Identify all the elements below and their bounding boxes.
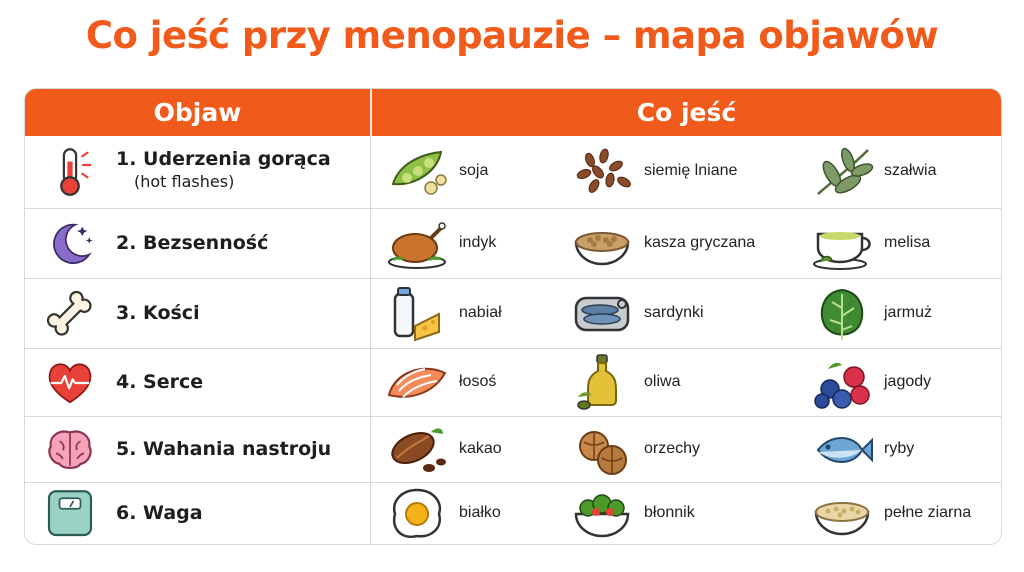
- food-label: błonnik: [644, 504, 695, 521]
- thermometer-icon: [42, 144, 98, 200]
- symptom-icon: [42, 422, 98, 478]
- fish-icon: [810, 418, 874, 482]
- salmon-icon: [385, 351, 449, 415]
- olive-oil-icon: [570, 351, 634, 415]
- food-label: nabiał: [459, 304, 502, 321]
- page-title: Co jeść przy menopauzie – mapa objawów: [85, 14, 939, 57]
- walnuts-icon: [570, 418, 634, 482]
- table-row: [25, 482, 1001, 544]
- food-label: pełne ziarna: [884, 504, 972, 521]
- food-label: jagody: [884, 373, 932, 390]
- grains-icon: [810, 482, 874, 545]
- scale-icon: [42, 486, 98, 542]
- symptom-name: 2. Bezsenność: [116, 232, 269, 254]
- salad-icon: [570, 482, 634, 545]
- symptom-icon: [42, 486, 98, 542]
- sardines-icon: [570, 282, 634, 346]
- symptom-label: [116, 438, 331, 460]
- food-label: siemię lniane: [644, 162, 738, 179]
- food-label: soja: [459, 162, 489, 179]
- buckwheat-icon: [570, 212, 634, 276]
- soybean-icon: [385, 140, 449, 204]
- symptom-name: 1. Uderzenia gorąca: [116, 148, 331, 170]
- food-label: sardynki: [644, 304, 704, 321]
- moon-icon: [42, 216, 98, 272]
- cocoa-icon: [385, 418, 449, 482]
- food-label: jarmuż: [884, 304, 933, 321]
- symptom-name: 4. Serce: [116, 371, 204, 393]
- symptom-label: [116, 302, 200, 324]
- symptom-food-table: [24, 88, 1002, 545]
- food-label: ryby: [884, 440, 915, 457]
- food-label: kakao: [459, 440, 502, 457]
- symptom-name: 6. Waga: [116, 502, 203, 524]
- column-divider: [370, 136, 371, 544]
- header-food: Co jeść: [636, 98, 737, 127]
- food-label: kasza gryczana: [644, 234, 756, 251]
- symptom-icon: [42, 286, 98, 342]
- sage-icon: [810, 140, 874, 204]
- symptom-label: [116, 502, 203, 524]
- berries-icon: [810, 351, 874, 415]
- food-label: szałwia: [884, 162, 937, 179]
- symptom-icon: [42, 144, 98, 200]
- brain-icon: [42, 422, 98, 478]
- bone-icon: [42, 286, 98, 342]
- kale-icon: [810, 282, 874, 346]
- header-symptom: Objaw: [153, 98, 242, 127]
- table-row: [25, 136, 1001, 208]
- symptom-label: [116, 148, 331, 191]
- table-row: [25, 208, 1001, 278]
- symptom-label: [116, 232, 268, 254]
- symptom-subtitle: (hot flashes): [134, 172, 235, 191]
- table-header: [25, 89, 1001, 136]
- food-label: melisa: [884, 234, 931, 251]
- food-label: łosoś: [459, 373, 497, 390]
- symptom-name: 5. Wahania nastroju: [116, 438, 332, 460]
- food-label: białko: [459, 504, 501, 521]
- table-row: [25, 416, 1001, 482]
- food-label: oliwa: [644, 373, 681, 390]
- table-row: [25, 278, 1001, 348]
- turkey-icon: [385, 212, 449, 276]
- table-body: [25, 136, 1001, 544]
- dairy-icon: [385, 282, 449, 346]
- food-label: orzechy: [644, 440, 701, 457]
- heart-icon: [42, 355, 98, 411]
- symptom-name: 3. Kości: [116, 302, 200, 324]
- egg-icon: [385, 482, 449, 545]
- tea-icon: [810, 212, 874, 276]
- table-row: [25, 348, 1001, 416]
- flaxseed-icon: [570, 140, 634, 204]
- symptom-icon: [42, 355, 98, 411]
- food-label: indyk: [459, 234, 497, 251]
- symptom-label: [116, 371, 203, 393]
- symptom-icon: [42, 216, 98, 272]
